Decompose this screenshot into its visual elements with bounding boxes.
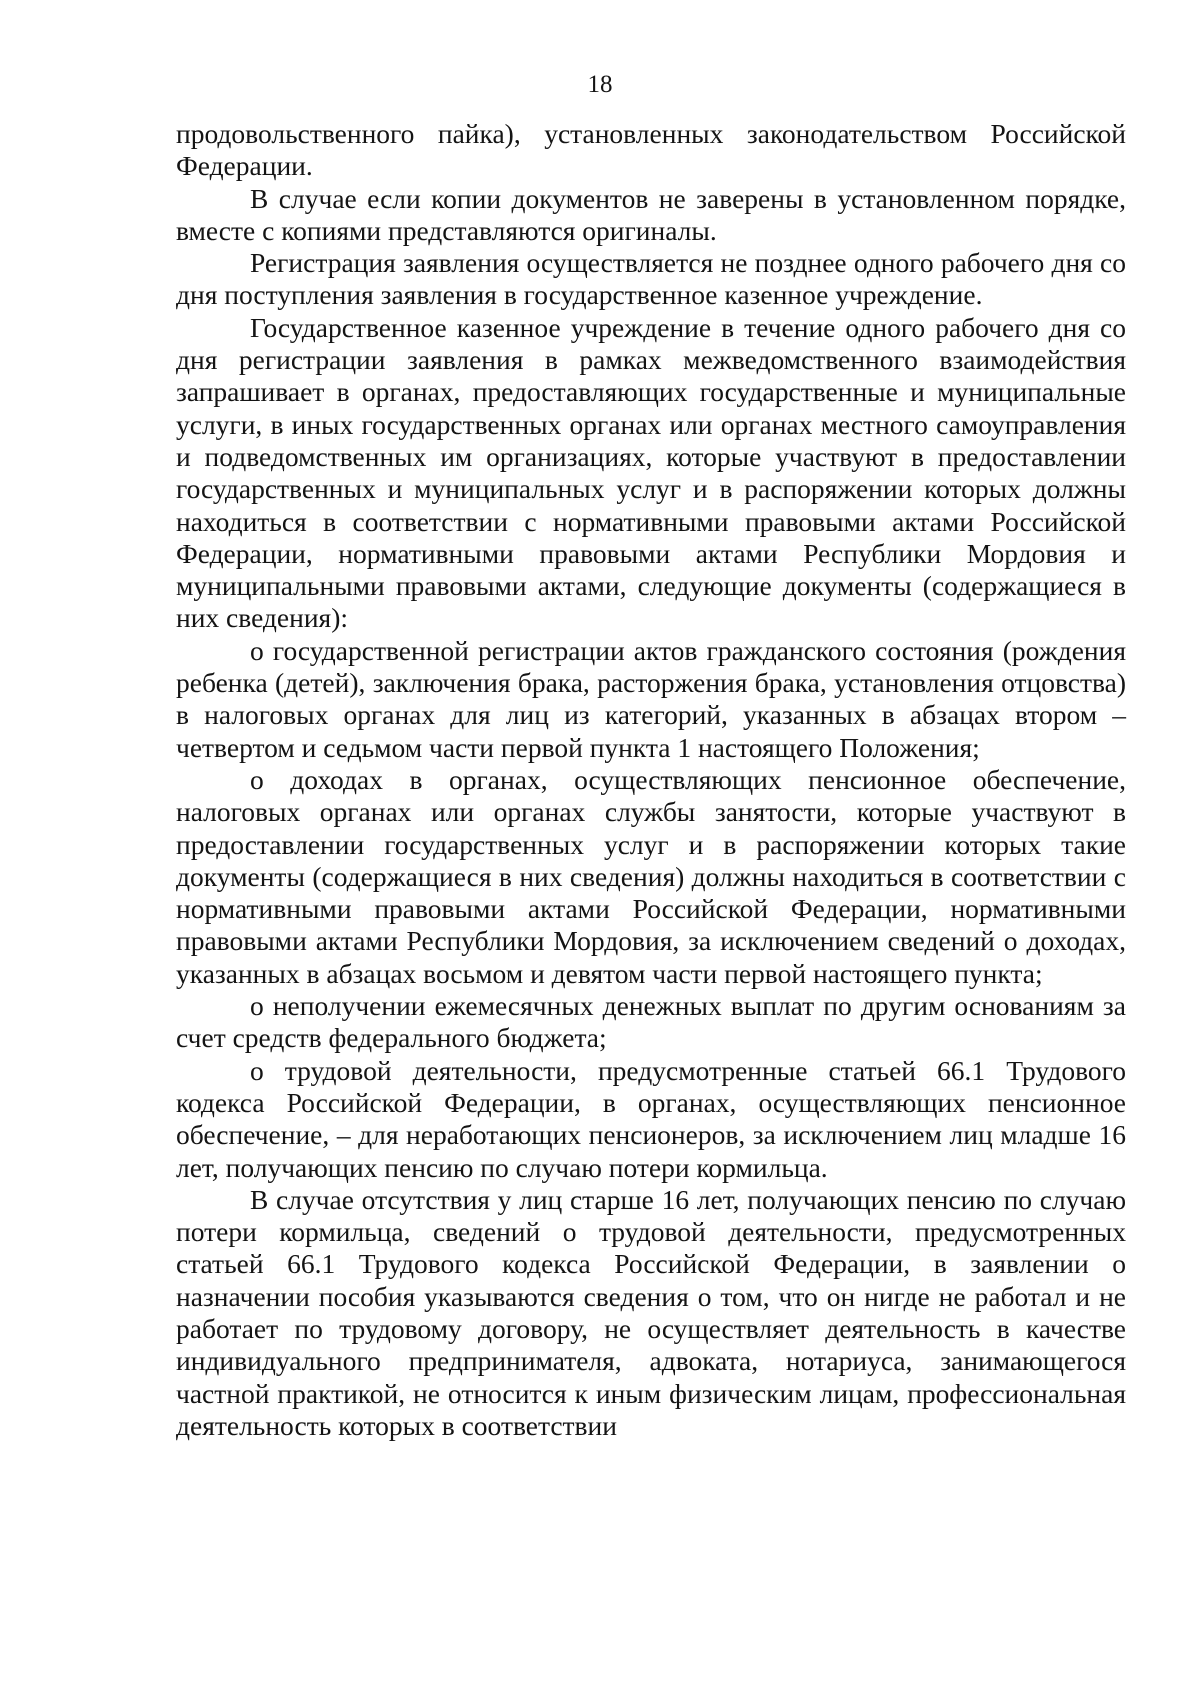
page-number: 18 xyxy=(587,71,613,98)
paragraph-continued: В случае отсутствия у лиц старше 16 лет, получающих пенсию по случаю потери кормильца, сведений о трудовой деятельности, предусмотренных статьей 66.1 Трудового кодекса Российской Федерации, в заявлении о назначении пособия указываются сведения о том, что он нигде не работал и не работает по трудовому договору, не осуществляет деятельность в качестве индивидуального предпринимателя, адвоката, нотариуса, занимающегося частной практикой, не относится к иным физическим лицам, профессиональная деятельность которых в соответствии xyxy=(176,1183,1126,1441)
paragraph: продовольственного пайка), установленных законодательством Российской Федерации. xyxy=(176,118,1126,182)
paragraph: о доходах в органах, осуществляющих пенсионное обеспечение, налоговых органах или органах службы занятости, которые участвуют в предоставлении государственных услуг и в распоряжении которых такие документы (содержащиеся в них сведения) должны находиться в соответствии с нормативными правовыми актами Российской Федерации, нормативными правовыми актами Республики Мордовия, за исключением сведений о доходах, указанных в абзацах восьмом и девятом части первой настоящего пункта; xyxy=(176,763,1126,989)
paragraph: Государственное казенное учреждение в течение одного рабочего дня со дня регистрации заявления в рамках межведомственного взаимодействия запрашивает в органах, предоставляющих государственные и муниципальные услуги, в иных государственных органах или органах местного самоуправления и подведомственных им организациях, которые участвуют в предоставлении государственных и муниципальных услуг и в распоряжении которых должны находиться в соответствии с нормативными правовыми актами Российской Федерации, нормативными правовыми актами Республики Мордовия и муниципальными правовыми актами, следующие документы (содержащиеся в них сведения): xyxy=(176,311,1126,634)
paragraph: о государственной регистрации актов гражданского состояния (рождения ребенка (детей), заключения брака, расторжения брака, установления отцовства) в налоговых органах для лиц из категорий, указанных в абзацах втором – четвертом и седьмом части первой пункта 1 настоящего Положения; xyxy=(176,634,1126,763)
paragraph: В случае если копии документов не заверены в установленном порядке, вместе с копиями представляются оригиналы. xyxy=(176,182,1126,246)
document-body xyxy=(176,118,1126,1442)
paragraph: о трудовой деятельности, предусмотренные статьей 66.1 Трудового кодекса Российской Федерации, в органах, осуществляющих пенсионное обеспечение, – для неработающих пенсионеров, за исключением лиц младше 16 лет, получающих пенсию по случаю потери кормильца. xyxy=(176,1054,1126,1183)
paragraph: Регистрация заявления осуществляется не позднее одного рабочего дня со дня поступления заявления в государственное казенное учреждение. xyxy=(176,247,1126,311)
paragraph: о неполучении ежемесячных денежных выплат по другим основаниям за счет средств федерального бюджета; xyxy=(176,990,1126,1054)
